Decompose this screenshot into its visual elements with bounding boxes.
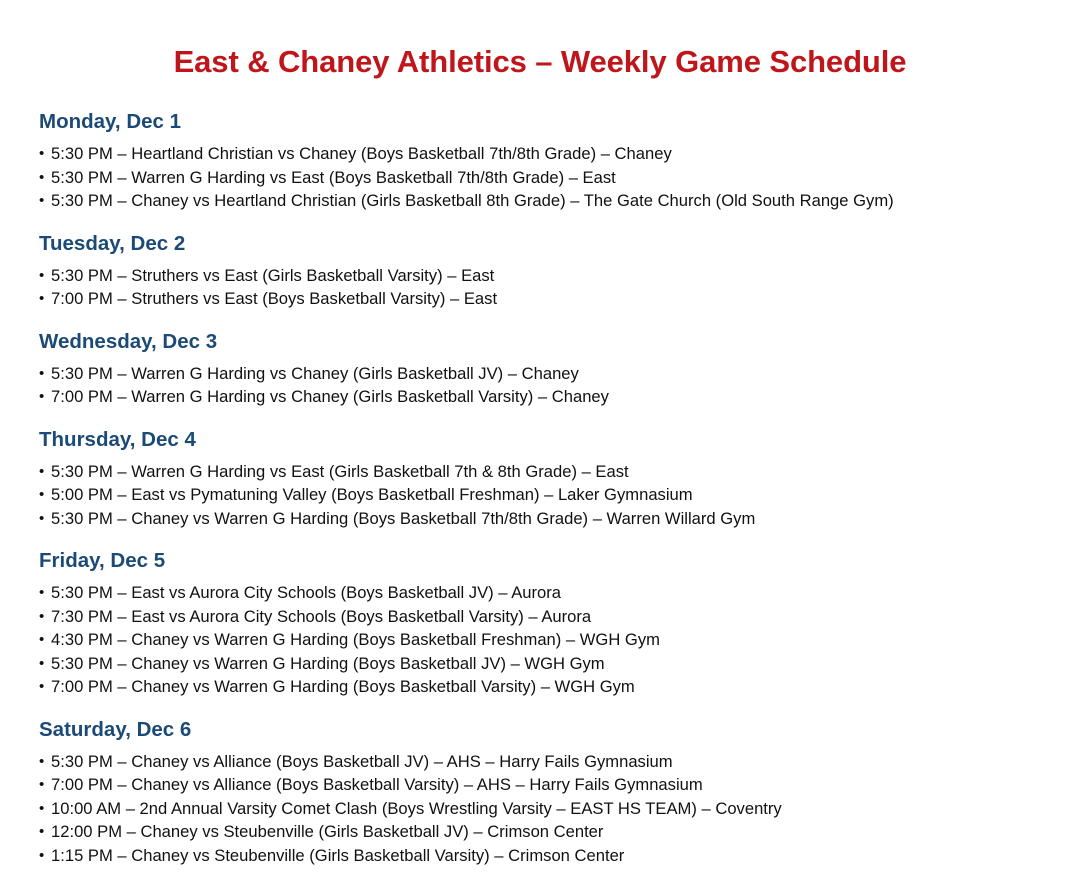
day-heading: Tuesday, Dec 2 [39, 231, 186, 255]
event-item [39, 820, 1080, 844]
bullet-icon: • [39, 364, 45, 382]
bullet-icon: • [39, 192, 45, 209]
event-item [39, 652, 1080, 676]
day-block [39, 718, 1080, 868]
event-text: 5:30 PM – Chaney vs Warren G Harding (Boys Basketball JV) – WGH Gym [51, 653, 605, 673]
bullet-icon: • [39, 631, 45, 648]
event-item [39, 362, 1080, 386]
event-item [39, 483, 1080, 507]
bullet-icon: • [39, 290, 45, 307]
day-heading: Saturday, Dec 6 [39, 717, 192, 741]
bullet-icon: • [39, 509, 45, 527]
event-item [39, 581, 1080, 605]
day-block [39, 232, 1080, 311]
event-text: 7:30 PM – East vs Aurora City Schools (Boys Basketball Varsity) – Aurora [51, 606, 592, 626]
event-text: 7:00 PM – Chaney vs Warren G Harding (Boys Basketball Varsity) – WGH Gym [51, 677, 635, 696]
event-item [39, 675, 1080, 699]
event-item [39, 605, 1080, 629]
day-block [39, 428, 1080, 531]
bullet-icon: • [39, 462, 45, 480]
bullet-icon: • [39, 266, 45, 284]
event-text: 5:30 PM – Warren G Harding vs Chaney (Girls Basketball JV) – Chaney [51, 363, 579, 383]
event-item [39, 750, 1080, 774]
event-list [39, 460, 1080, 531]
event-item [39, 287, 1080, 311]
event-list [39, 142, 1080, 213]
event-text: 1:15 PM – Chaney vs Steubenville (Girls Basketball Varsity) – Crimson Center [51, 845, 625, 865]
event-item [39, 844, 1080, 868]
day-heading: Friday, Dec 5 [39, 549, 166, 572]
event-list [39, 581, 1080, 699]
day-block [39, 110, 1080, 213]
page-title: East & Chaney Athletics – Weekly Game Schedule [173, 44, 907, 79]
event-item [39, 507, 1080, 531]
bullet-icon: • [39, 388, 45, 405]
event-list [39, 362, 1080, 409]
bullet-icon: • [39, 168, 45, 186]
bullet-icon: • [39, 846, 45, 864]
day-heading: Monday, Dec 1 [39, 110, 182, 133]
schedule-list [0, 110, 1080, 867]
bullet-icon: • [39, 823, 45, 840]
event-item [39, 142, 1080, 166]
event-text: 5:30 PM – Chaney vs Warren G Harding (Boys Basketball 7th/8th Grade) – Warren Willard Gym [51, 508, 756, 528]
event-item [39, 264, 1080, 288]
bullet-icon: • [39, 584, 45, 601]
bullet-icon: • [39, 776, 45, 793]
event-text: 5:30 PM – Struthers vs East (Girls Basketball Varsity) – East [51, 265, 495, 285]
event-text: 5:30 PM – Warren G Harding vs East (Girls Basketball 7th & 8th Grade) – East [51, 461, 629, 481]
event-list [39, 264, 1080, 311]
bullet-icon: • [39, 654, 45, 672]
event-text: 5:30 PM – East vs Aurora City Schools (Boys Basketball JV) – Aurora [51, 583, 562, 602]
event-item [39, 628, 1080, 652]
event-list [39, 750, 1080, 868]
day-block [39, 549, 1080, 699]
bullet-icon: • [39, 752, 45, 770]
event-text: 10:00 AM – 2nd Annual Varsity Comet Clash (Boys Wrestling Varsity – EAST HS TEAM) – Coventry [51, 798, 782, 818]
bullet-icon: • [39, 607, 45, 625]
event-text: 7:00 PM – Struthers vs East (Boys Basketball Varsity) – East [51, 289, 498, 308]
event-item [39, 460, 1080, 484]
day-heading: Thursday, Dec 4 [39, 427, 196, 451]
day-block [39, 330, 1080, 409]
event-item [39, 797, 1080, 821]
bullet-icon: • [39, 145, 45, 162]
event-item [39, 385, 1080, 409]
event-text: 5:30 PM – Warren G Harding vs East (Boys Basketball 7th/8th Grade) – East [51, 167, 616, 187]
event-item [39, 773, 1080, 797]
day-heading: Wednesday, Dec 3 [39, 329, 218, 353]
event-text: 5:30 PM – Chaney vs Alliance (Boys Basketball JV) – AHS – Harry Fails Gymnasium [51, 751, 673, 771]
event-text: 5:00 PM – East vs Pymatuning Valley (Boys Basketball Freshman) – Laker Gymnasium [51, 485, 693, 504]
event-text: 7:00 PM – Warren G Harding vs Chaney (Girls Basketball Varsity) – Chaney [51, 387, 609, 406]
event-text: 12:00 PM – Chaney vs Steubenville (Girls Basketball JV) – Crimson Center [51, 822, 604, 841]
event-item [39, 166, 1080, 190]
event-text: 5:30 PM – Heartland Christian vs Chaney (Boys Basketball 7th/8th Grade) – Chaney [51, 144, 672, 163]
bullet-icon: • [39, 678, 45, 695]
event-text: 7:00 PM – Chaney vs Alliance (Boys Basketball Varsity) – AHS – Harry Fails Gymnasium [51, 775, 703, 794]
event-text: 4:30 PM – Chaney vs Warren G Harding (Boys Basketball Freshman) – WGH Gym [51, 630, 660, 649]
event-item [39, 189, 1080, 213]
event-text: 5:30 PM – Chaney vs Heartland Christian (Girls Basketball 8th Grade) – The Gate Church (Old South Range Gym) [51, 191, 894, 210]
bullet-icon: • [39, 486, 45, 503]
bullet-icon: • [39, 799, 45, 817]
